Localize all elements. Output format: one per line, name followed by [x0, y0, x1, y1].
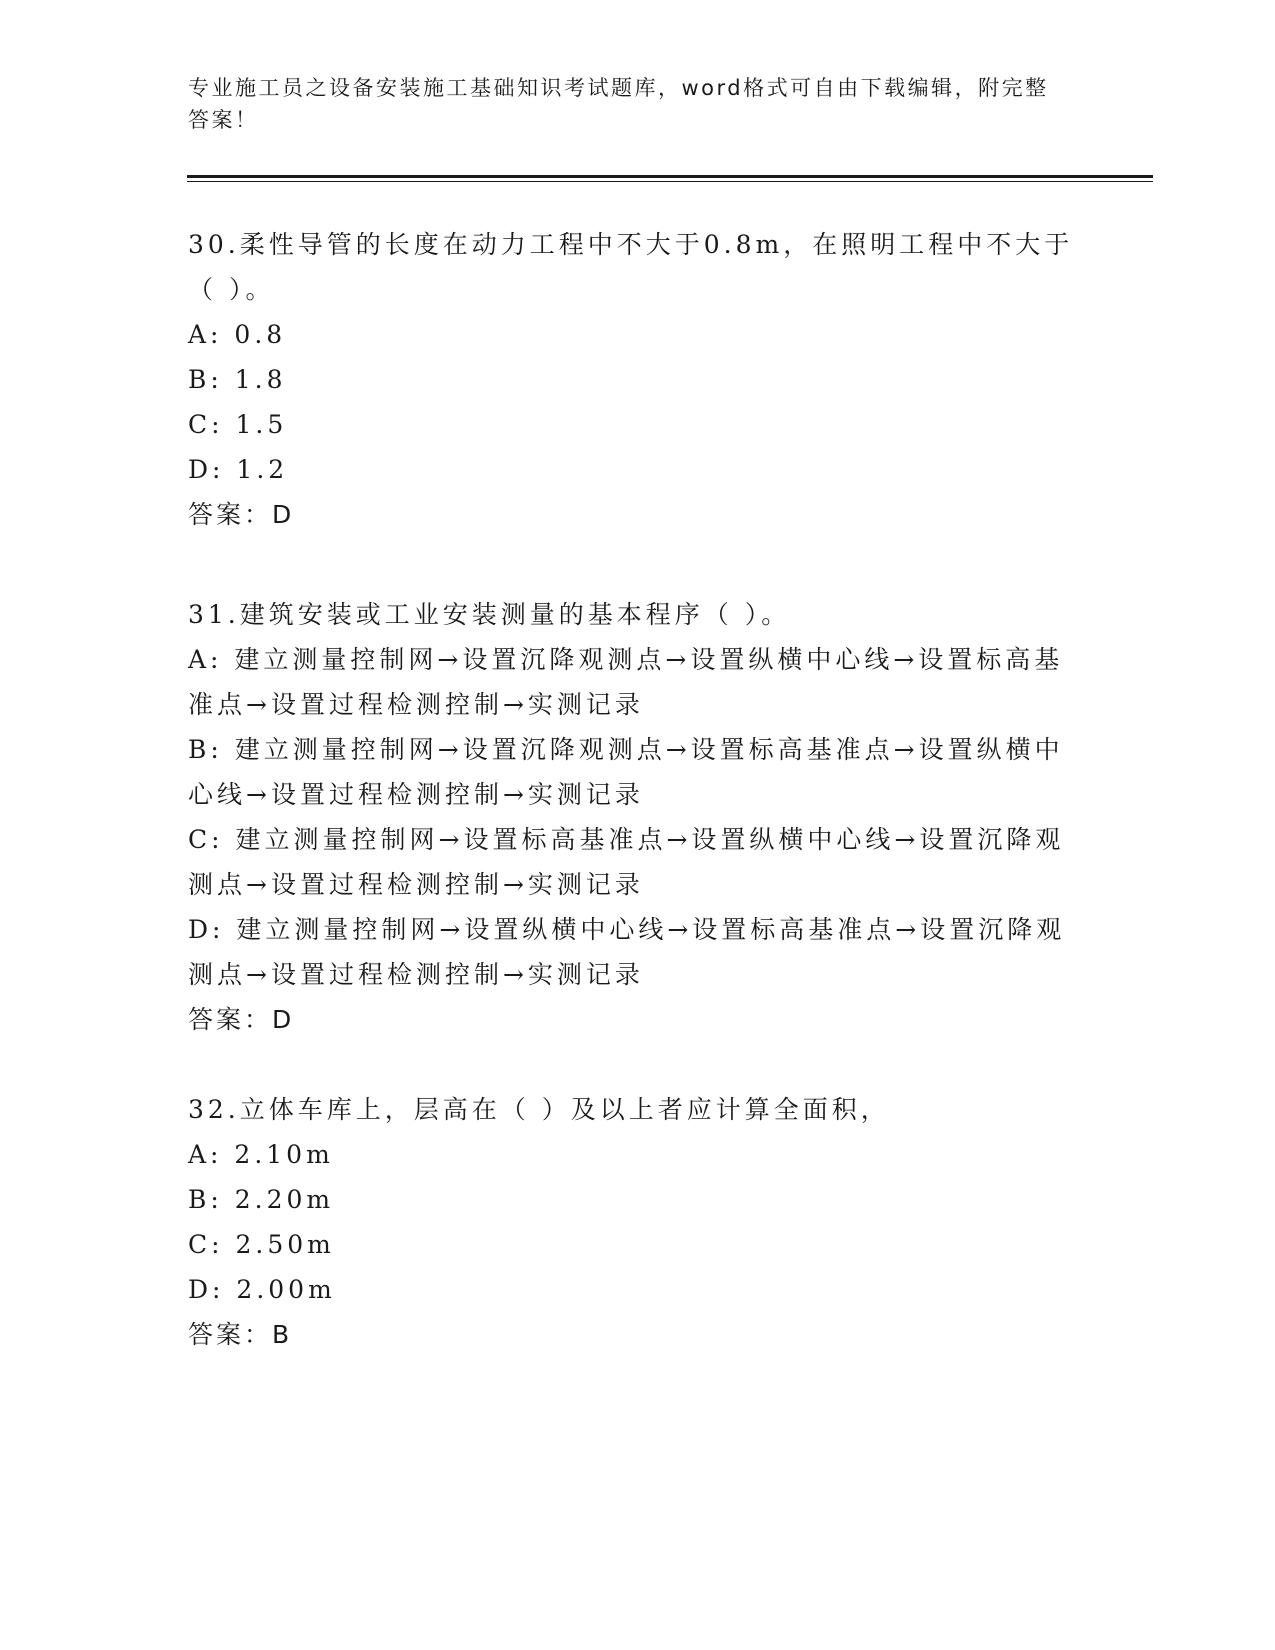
answer-value: D	[272, 1005, 295, 1034]
answer-value: D	[272, 500, 295, 529]
question-31	[188, 592, 1078, 1042]
option-d: D: 1.2	[188, 455, 289, 484]
option-c: C: 1.5	[188, 410, 288, 439]
answer-label: 答案：	[188, 500, 273, 529]
question-text: 30.柔性导管的长度在动力工程中不大于0.8m，在照明工程中不大于（ ）。	[188, 230, 1074, 304]
option-c: C: 建立测量控制网→设置标高基准点→设置纵横中心线→设置沉降观测点→设置过程检测控制→实测记录	[188, 825, 1065, 899]
option-b: B: 建立测量控制网→设置沉降观测点→设置标高基准点→设置纵横中心线→设置过程检测控制→实测记录	[188, 735, 1064, 809]
answer-value: B	[272, 1320, 293, 1349]
option-c: C: 2.50m	[188, 1230, 335, 1259]
answer-label: 答案：	[188, 1320, 273, 1349]
answer-label: 答案：	[188, 1005, 273, 1034]
question-32	[188, 1087, 1078, 1357]
option-a: A: 0.8	[188, 320, 287, 349]
header-divider-thin	[187, 181, 1153, 182]
option-a: A: 2.10m	[188, 1140, 334, 1169]
header-divider	[187, 175, 1153, 178]
question-30	[188, 222, 1078, 537]
option-b: B: 2.20m	[188, 1185, 335, 1214]
answer-line	[188, 492, 1078, 537]
answer-line	[188, 1312, 1078, 1357]
option-d: D: 2.00m	[188, 1275, 336, 1304]
document-header: 专业施工员之设备安装施工基础知识考试题库，word格式可自由下载编辑，附完整答案！	[188, 76, 1049, 132]
question-text: 32.立体车库上，层高在（ ）及以上者应计算全面积，	[188, 1095, 890, 1124]
option-b: B: 1.8	[188, 365, 287, 394]
answer-line	[188, 997, 1078, 1042]
question-text: 31.建筑安装或工业安装测量的基本程序（ ）。	[188, 600, 791, 629]
option-a: A: 建立测量控制网→设置沉降观测点→设置纵横中心线→设置标高基准点→设置过程检测控制→实测记录	[188, 645, 1064, 719]
option-d: D: 建立测量控制网→设置纵横中心线→设置标高基准点→设置沉降观测点→设置过程检测控制→实测记录	[188, 915, 1066, 989]
